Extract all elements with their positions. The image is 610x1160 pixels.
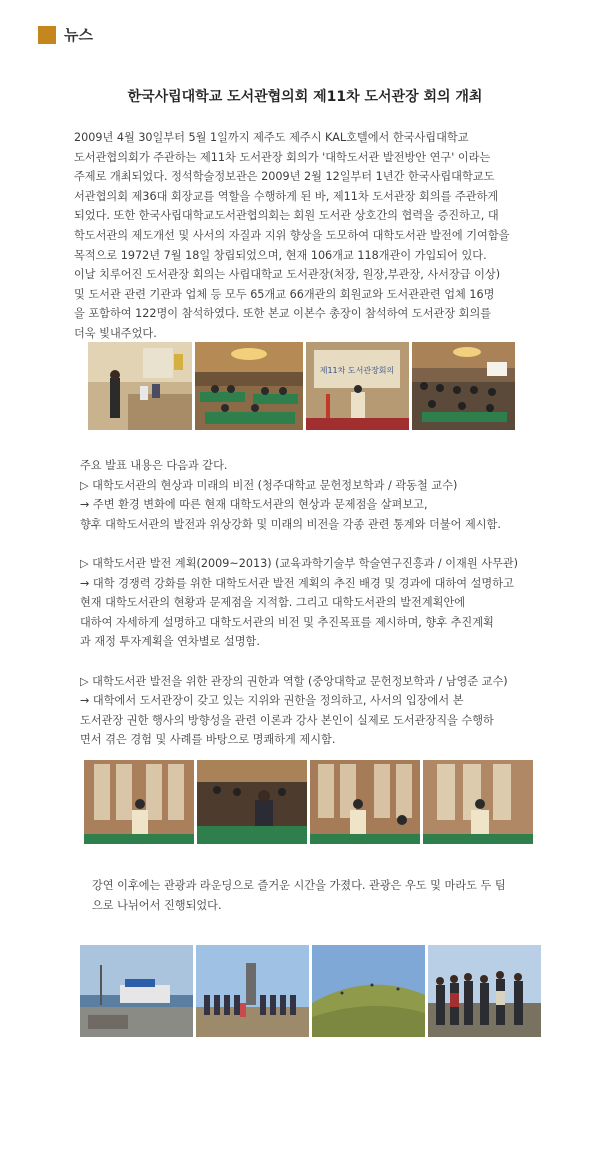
photo-speaker-seated-audience <box>197 760 307 844</box>
article-title: 한국사립대학교 도서관협의회 제11차 도서관장 회의 개최 <box>127 89 483 105</box>
banner-text: 제11차 도서관장회의 <box>319 366 395 375</box>
photo-group-coast <box>428 945 541 1037</box>
photo-speaker-1 <box>84 760 194 844</box>
photo-row-meeting <box>88 342 515 430</box>
photo-speaker-3 <box>423 760 533 844</box>
photo-harbor <box>80 945 193 1037</box>
photo-speaker-2 <box>310 760 420 844</box>
photo-group-monument <box>196 945 309 1037</box>
photo-grassy-hill <box>312 945 425 1037</box>
photo-row-tour <box>80 945 541 1037</box>
photo-row-speakers <box>84 760 533 844</box>
section-header <box>38 24 93 45</box>
presentations-paragraph: 주요 발표 내용은 다음과 같다. ▷ 대학도서관의 현상과 미래의 비전 (청주대학교 문헌정보학과 / 곽동철 교수) → 주변 환경 변화에 따른 현재 대학도서관의 현상과 문제점을 살펴보고, 향후 대학도서관의 발전과 위상강화 및 미래의 비전을 각종 관련 통계와 더불어 제시함. ▷ 대학도서관 발전 계획(2009~2013) (교육과학기술부 학술연구진흥과 / 이재원 사무관) → 대학 경쟁력 강화를 위한 대학도서관 발전 계획의 추진 배경 및 경과에 대하여 설명하고 현재 대학도서관의 현황과 문제점을 지적함. 그리고 대학도서관의 발전계획안에 대하여 자세하게 설명하고 대학도서관의 비전 및 추진목표를 제시하며, 향후 추진계획 과 재정 투자계획을 연차별로 설명함. ▷ 대학도서관 발전을 위한 관장의 권한과 역할 (중앙대학교 문헌정보학과 / 남영준 교수) → 대학에서 도서관장이 갖고 있는 지위와 권한을 정의하고, 사서의 입장에서 본 도서관장 권한 행사의 방향성을 관련 이론과 강사 본인이 실제로 도서관장직을 수행하 면서 겪은 경험 및 사례를 바탕으로 명쾌하게 제시함. <box>80 459 519 747</box>
photo-registration-desk <box>88 342 192 430</box>
photo-attendees-seated <box>412 342 515 430</box>
section-marker-icon <box>38 26 56 44</box>
photo-conference-hall-wide <box>195 342 303 430</box>
photo-podium-banner <box>306 342 409 430</box>
intro-paragraph: 2009년 4월 30일부터 5월 1일까지 제주도 제주시 KAL호텔에서 한국사립대학교 도서관협의회가 주관하는 제11차 도서관장 회의가 '대학도서관 발전방안 연구' 이라는 주제로 개최되었다. 정석학술정보관은 2009년 2월 12일부터 1년간 한국사립대학교도 서관협의회 제36대 회장교를 역할을 수행하게 된 바, 제11차 도서관장 회의를 주관하게 되었다. 또한 한국사립대학교도서관협의회는 회원 도서관 상호간의 협력을 증진하고, 대 학도서관의 제도개선 및 사서의 자질과 지위 향상을 도모하여 대학도서관 발전에 기여함을 목적으로 1972년 7월 18일 창립되었으며, 현재 106개교 118개관이 가입되어 있다. 이날 치루어진 도서관장 회의는 사립대학교 도서관장(처장, 원장,부관장, 사서장급 이상) 및 도서관 관련 기관과 업체 등 모두 65개교 66개관의 회원교와 도서관관련 업체 16명 을 포함하여 122명이 참석하였다. 또한 본교 이본수 총장이 참석하여 도서관장 회의를 더욱 빛내주었다. <box>74 131 510 340</box>
closing-paragraph: 강연 이후에는 관광과 라운딩으로 즐거운 시간을 가졌다. 관광은 우도 및 마라도 두 팀 으로 나뉘어서 진행되었다. <box>92 879 506 912</box>
section-title: 뉴스 <box>64 26 93 44</box>
